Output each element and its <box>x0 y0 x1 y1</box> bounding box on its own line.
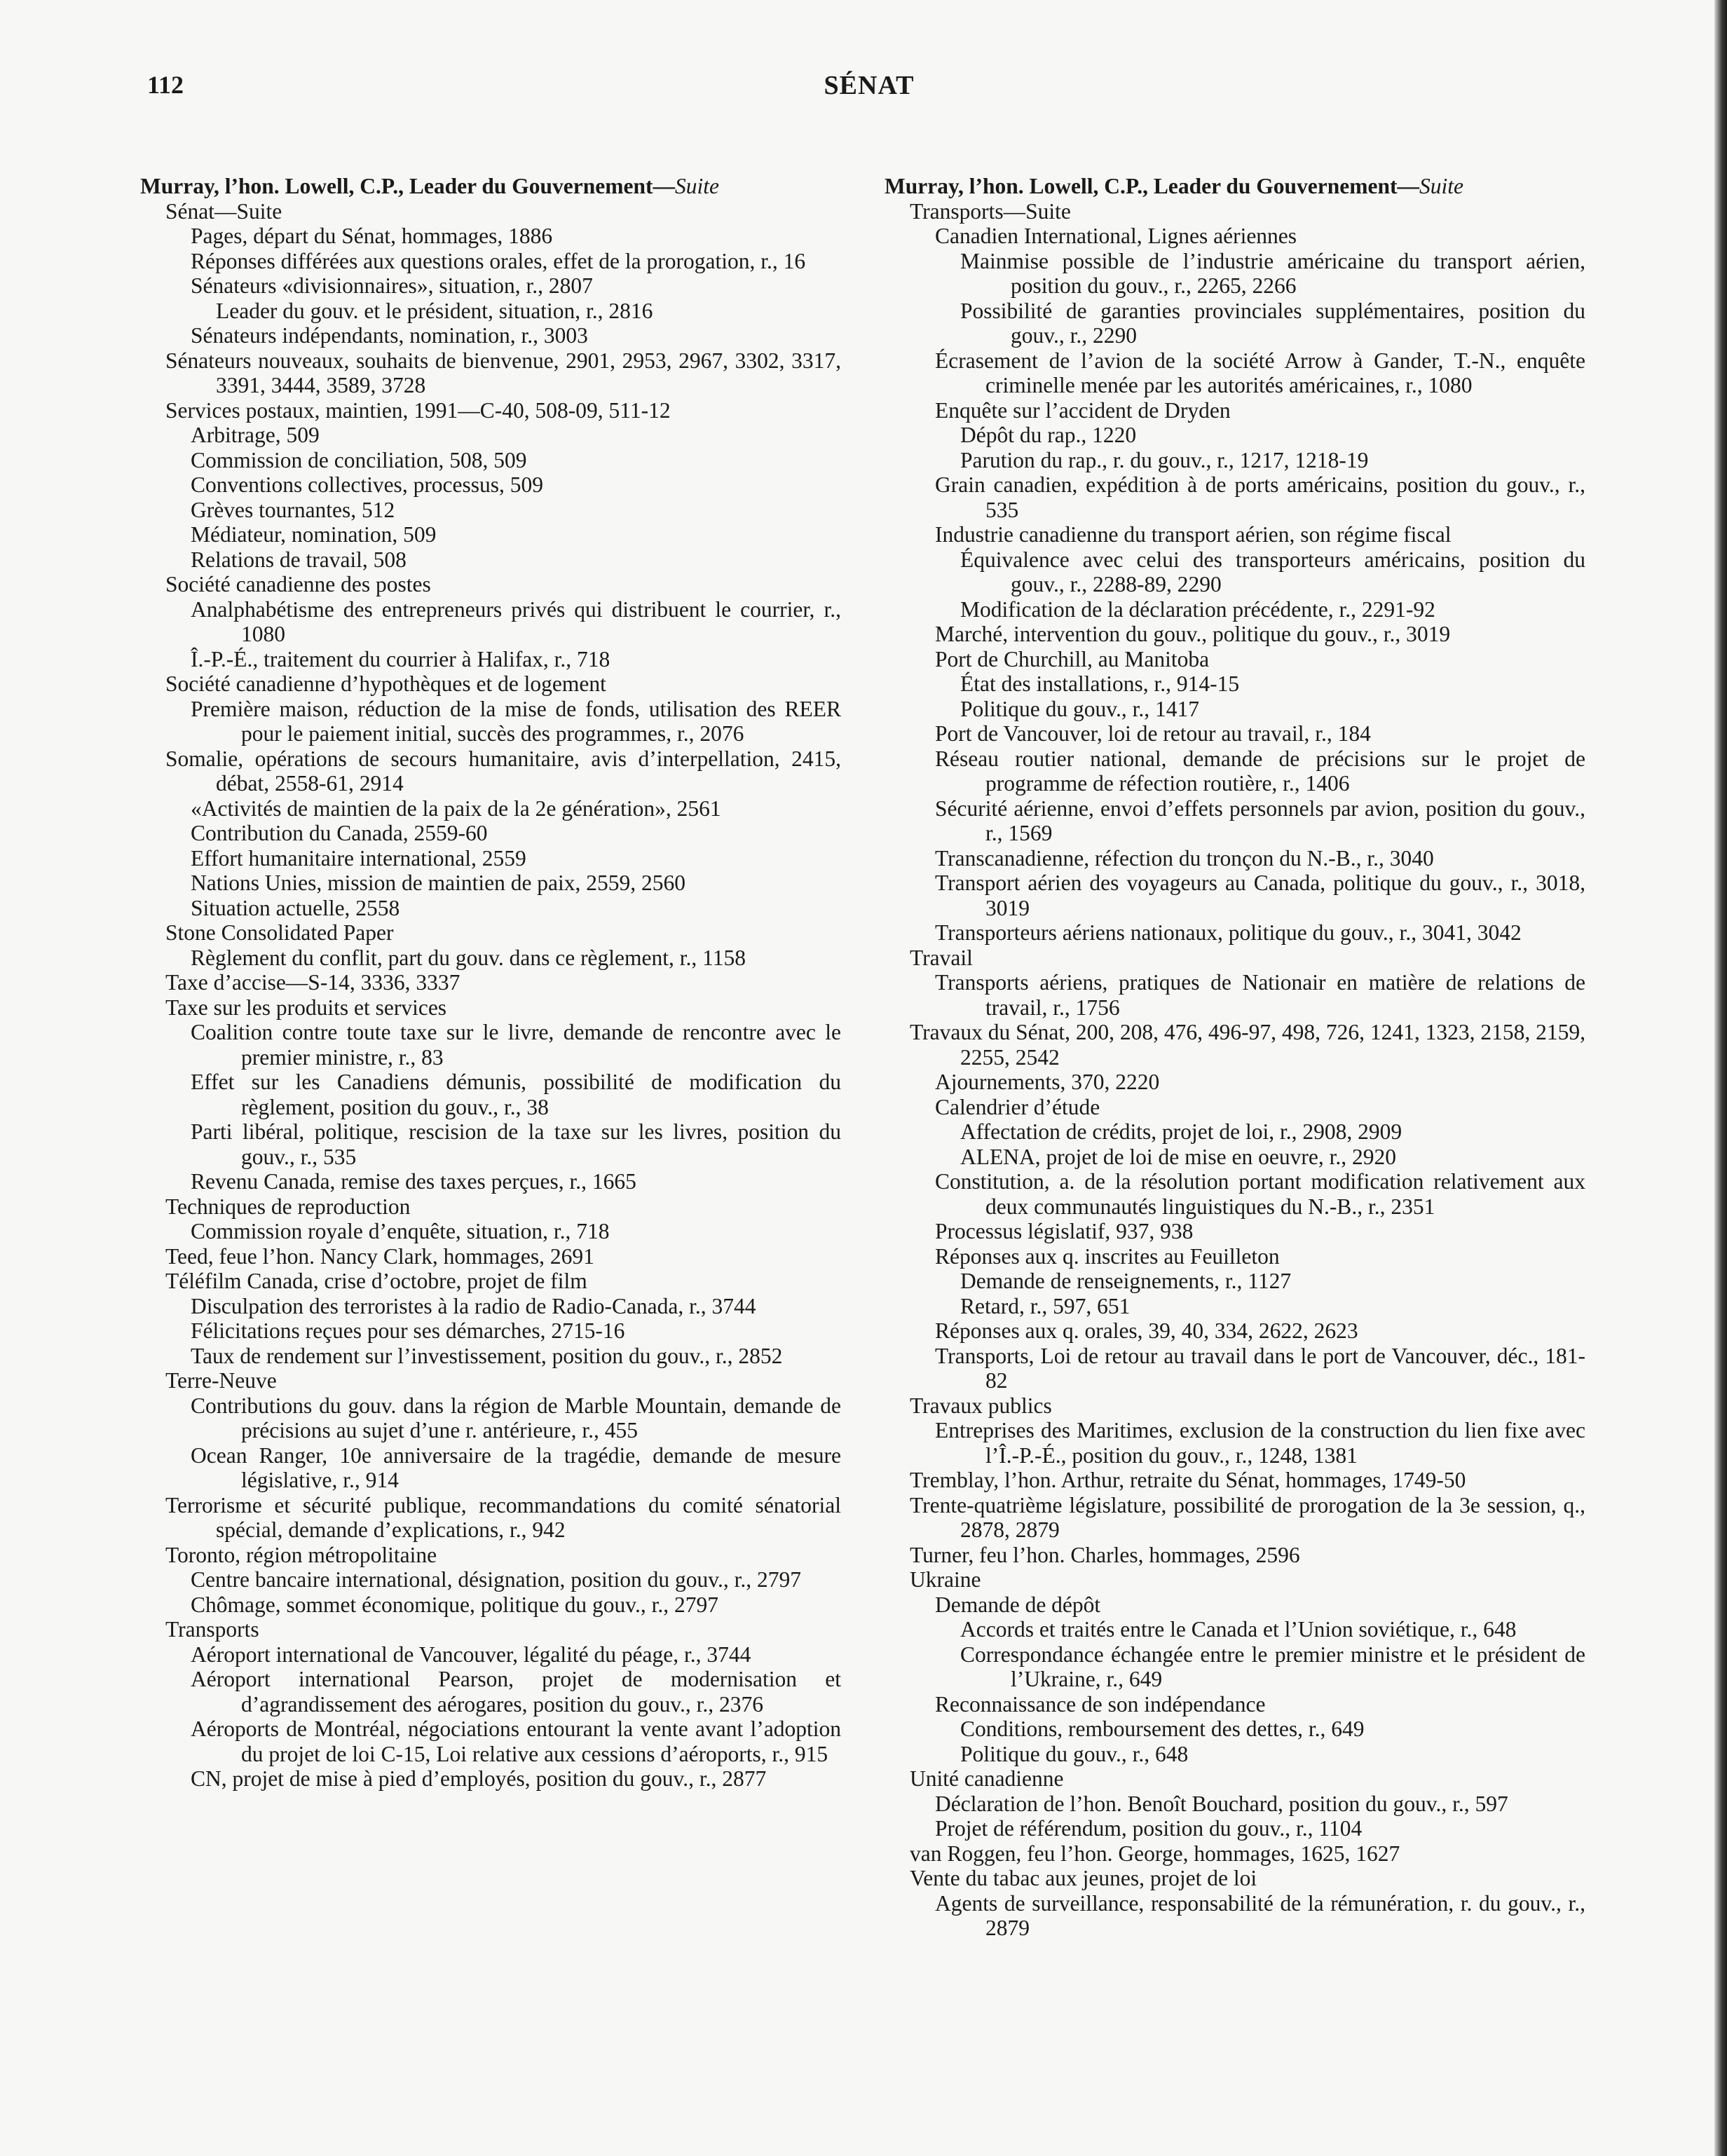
heading-name: Murray, l’hon. Lowell, C.P., Leader du Gouvernement— <box>885 174 1419 198</box>
index-entry: Ocean Ranger, 10e anniversaire de la tragédie, demande de mesure législative, r., 914 <box>191 1442 841 1492</box>
page-header <box>147 70 1591 112</box>
index-entry: Transports <box>165 1617 259 1642</box>
index-entry: Transporteurs aériens nationaux, politique du gouv., r., 3041, 3042 <box>935 920 1522 945</box>
index-entry: Canadien International, Lignes aériennes <box>935 224 1297 248</box>
index-entry: Agents de surveillance, responsabilité de la rémunération, r. du gouv., r., 2879 <box>935 1890 1585 1940</box>
index-entry: Commission de conciliation, 508, 509 <box>191 447 527 472</box>
index-entry: Leader du gouv. et le président, situation, r., 2816 <box>216 298 653 323</box>
index-entry: Turner, feu l’hon. Charles, hommages, 2596 <box>910 1542 1300 1567</box>
index-entry: Société canadienne des postes <box>165 572 431 596</box>
index-entry: Aéroport international de Vancouver, légalité du péage, r., 3744 <box>191 1642 751 1667</box>
index-entry: Aéroports de Montréal, négociations entourant la vente avant l’adoption du projet de loi C-15, Loi relative aux cessions d’aéroports, r., 915 <box>191 1717 841 1766</box>
index-entry: Affectation de crédits, projet de loi, r., 2908, 2909 <box>960 1119 1402 1144</box>
index-entry: Grain canadien, expédition à de ports américains, position du gouv., r., 535 <box>935 472 1585 522</box>
index-entry: Félicitations reçues pour ses démarches, 2715-16 <box>191 1318 625 1343</box>
index-entry: Dépôt du rap., 1220 <box>960 423 1137 447</box>
index-entry: Port de Vancouver, loi de retour au travail, r., 184 <box>935 721 1371 746</box>
index-entry: Aéroport international Pearson, projet de modernisation et d’agrandissement des aérogares, position du gouv., r., 2376 <box>191 1667 841 1717</box>
index-entry: Transcanadienne, réfection du tronçon du N.-B., r., 3040 <box>935 845 1434 871</box>
index-entry: Unité canadienne <box>910 1766 1064 1791</box>
index-entry: Travaux publics <box>910 1393 1052 1418</box>
index-entry: Coalition contre toute taxe sur le livre, demande de rencontre avec le premier ministre, r., 83 <box>191 1020 841 1070</box>
index-entry: Transports—Suite <box>910 198 1071 224</box>
index-entry: Contributions du gouv. dans la région de Marble Mountain, demande de précisions au sujet d’une r. antérieure, r., 455 <box>191 1393 841 1442</box>
index-entry: Analphabétisme des entrepreneurs privés qui distribuent le courrier, r., 1080 <box>191 596 841 646</box>
index-entry: CN, projet de mise à pied d’employés, position du gouv., r., 2877 <box>191 1766 767 1791</box>
index-entry: Parution du rap., r. du gouv., r., 1217, 1218-19 <box>960 447 1369 472</box>
index-entry: Retard, r., 597, 651 <box>960 1293 1131 1318</box>
index-entry: Enquête sur l’accident de Dryden <box>935 397 1231 423</box>
index-entry: Équivalence avec celui des transporteurs américains, position du gouv., r., 2288-89, 2290 <box>960 547 1585 596</box>
index-entry: Vente du tabac aux jeunes, projet de loi <box>910 1866 1257 1890</box>
index-entry: Ajournements, 370, 2220 <box>935 1070 1160 1094</box>
index-entry: Politique du gouv., r., 1417 <box>960 696 1199 721</box>
index-entry: Projet de référendum, position du gouv., r., 1104 <box>935 1816 1363 1841</box>
index-entry: Règlement du conflit, part du gouv. dans ce règlement, r., 1158 <box>191 945 746 970</box>
index-entry: Réponses différées aux questions orales, effet de la prorogation, r., 16 <box>191 248 806 273</box>
index-entry: Processus législatif, 937, 938 <box>935 1219 1194 1243</box>
index-entry: Accords et traités entre le Canada et l’Union soviétique, r., 648 <box>960 1617 1517 1642</box>
index-entry: Transports aériens, pratiques de Nationair en matière de relations de travail, r., 1756 <box>935 970 1585 1020</box>
page-title: SÉNAT <box>824 71 915 100</box>
index-entry: Stone Consolidated Paper <box>165 920 394 945</box>
index-entry: Sécurité aérienne, envoi d’effets personnels par avion, position du gouv., r., 1569 <box>935 796 1585 845</box>
index-entry: Port de Churchill, au Manitoba <box>935 646 1210 671</box>
page-number: 112 <box>147 71 184 99</box>
index-entry: Conditions, remboursement des dettes, r., 649 <box>960 1717 1365 1741</box>
index-entry: Sénat—Suite <box>165 198 282 224</box>
index-entry: Modification de la déclaration précédente, r., 2291-92 <box>960 596 1435 622</box>
left-index-column <box>140 174 841 1792</box>
index-entry: Services postaux, maintien, 1991—C-40, 508-09, 511-12 <box>165 397 671 423</box>
index-entry: Transports, Loi de retour au travail dans le port de Vancouver, déc., 181-82 <box>935 1343 1585 1393</box>
index-entry: Terrorisme et sécurité publique, recommandations du comité sénatorial spécial, demande d’explications, r., 942 <box>165 1492 841 1542</box>
index-entry: Pages, départ du Sénat, hommages, 1886 <box>191 224 553 248</box>
index-entry: Reconnaissance de son indépendance <box>935 1691 1266 1717</box>
column-heading <box>885 174 1585 199</box>
index-entry: Centre bancaire international, désignation, position du gouv., r., 2797 <box>191 1567 802 1592</box>
index-entry: Première maison, réduction de la mise de fonds, utilisation des REER pour le paiement initial, succès des programmes, r., 2076 <box>191 696 841 746</box>
index-entry: Écrasement de l’avion de la société Arrow à Gander, T.-N., enquête criminelle menée par les autorités américaines, r., 1080 <box>935 348 1585 397</box>
index-entry: Médiateur, nomination, 509 <box>191 522 437 547</box>
index-entry: Situation actuelle, 2558 <box>191 895 400 920</box>
heading-name: Murray, l’hon. Lowell, C.P., Leader du Gouvernement— <box>140 174 675 198</box>
index-entry: Trente-quatrième législature, possibilité de prorogation de la 3e session, q., 2878, 2879 <box>910 1492 1585 1542</box>
index-entry: Taux de rendement sur l’investissement, position du gouv., r., 2852 <box>191 1343 783 1368</box>
index-entry: Toronto, région métropolitaine <box>165 1542 437 1567</box>
index-entry: Contribution du Canada, 2559-60 <box>191 821 488 845</box>
index-entry: Conventions collectives, processus, 509 <box>191 472 544 497</box>
index-entry: Techniques de reproduction <box>165 1194 411 1219</box>
index-entry: Commission royale d’enquête, situation, r., 718 <box>191 1219 610 1243</box>
index-entry: Possibilité de garanties provinciales supplémentaires, position du gouv., r., 2290 <box>960 298 1585 348</box>
index-entry: van Roggen, feu l’hon. George, hommages, 1625, 1627 <box>910 1841 1400 1866</box>
index-entry: Entreprises des Maritimes, exclusion de la construction du lien fixe avec l’Î.-P.-É., position du gouv., r., 1248, 1381 <box>935 1418 1585 1468</box>
index-entry: Téléfilm Canada, crise d’octobre, projet de film <box>165 1269 587 1293</box>
index-entry: Réseau routier national, demande de précisions sur le projet de programme de réfection routière, r., 1406 <box>935 746 1585 796</box>
heading-suite: Suite <box>1419 174 1463 198</box>
index-entry: Relations de travail, 508 <box>191 547 407 572</box>
index-entry: Effet sur les Canadiens démunis, possibilité de modification du règlement, position du gouv., r., 38 <box>191 1070 841 1119</box>
index-entry: Déclaration de l’hon. Benoît Bouchard, position du gouv., r., 597 <box>935 1791 1508 1816</box>
index-entry: Somalie, opérations de secours humanitaire, avis d’interpellation, 2415, débat, 2558-61, 2914 <box>165 746 841 796</box>
index-entry: Constitution, a. de la résolution portant modification relativement aux deux communautés linguistiques du N.-B., r., 2351 <box>935 1169 1585 1219</box>
index-entry: Marché, intervention du gouv., politique du gouv., r., 3019 <box>935 622 1451 646</box>
index-entry: Politique du gouv., r., 648 <box>960 1741 1189 1766</box>
index-entry: Mainmise possible de l’industrie américaine du transport aérien, position du gouv., r., 2265, 2266 <box>960 248 1585 298</box>
index-entry: Effort humanitaire international, 2559 <box>191 845 526 871</box>
index-entry: Terre-Neuve <box>165 1368 277 1393</box>
index-entry: Industrie canadienne du transport aérien, son régime fiscal <box>935 522 1452 547</box>
index-entry: Calendrier d’étude <box>935 1094 1100 1119</box>
index-entry: Demande de dépôt <box>935 1592 1101 1617</box>
index-entry: Sénateurs indépendants, nomination, r., 3003 <box>191 323 588 348</box>
index-entry: Transport aérien des voyageurs au Canada, politique du gouv., r., 3018, 3019 <box>935 871 1585 920</box>
right-index-column <box>885 174 1585 1941</box>
index-entry: Î.-P.-É., traitement du courrier à Halifax, r., 718 <box>191 646 610 671</box>
index-entry: Chômage, sommet économique, politique du gouv., r., 2797 <box>191 1592 718 1617</box>
index-entry: Revenu Canada, remise des taxes perçues, r., 1665 <box>191 1169 636 1194</box>
heading-suite: Suite <box>675 174 719 198</box>
index-entry: Nations Unies, mission de maintien de paix, 2559, 2560 <box>191 871 686 895</box>
index-entry: Taxe sur les produits et services <box>165 995 447 1020</box>
index-entry: Teed, feue l’hon. Nancy Clark, hommages, 2691 <box>165 1243 594 1269</box>
index-entry: ALENA, projet de loi de mise en oeuvre, r., 2920 <box>960 1144 1396 1169</box>
index-entry: Parti libéral, politique, rescision de la taxe sur les livres, position du gouv., r., 535 <box>191 1119 841 1169</box>
index-entry: État des installations, r., 914-15 <box>960 671 1240 696</box>
index-entry: Réponses aux q. orales, 39, 40, 334, 2622, 2623 <box>935 1318 1358 1343</box>
index-entry: Taxe d’accise—S-14, 3336, 3337 <box>165 970 460 995</box>
column-heading <box>140 174 841 199</box>
page-edge <box>1714 0 1727 2156</box>
index-entry: Réponses aux q. inscrites au Feuilleton <box>935 1243 1280 1269</box>
index-entry: Travaux du Sénat, 200, 208, 476, 496-97, 498, 726, 1241, 1323, 2158, 2159, 2255, 2542 <box>910 1020 1585 1070</box>
index-entry: Sénateurs «divisionnaires», situation, r., 2807 <box>191 273 593 298</box>
index-entry: Grèves tournantes, 512 <box>191 497 395 522</box>
index-entry: Correspondance échangée entre le premier ministre et le président de l’Ukraine, r., 649 <box>960 1642 1585 1691</box>
index-entry: Tremblay, l’hon. Arthur, retraite du Sénat, hommages, 1749-50 <box>910 1468 1466 1492</box>
index-entry: Travail <box>910 945 973 970</box>
index-entry: «Activités de maintien de la paix de la 2e génération», 2561 <box>191 796 721 821</box>
index-entry: Ukraine <box>910 1567 981 1592</box>
index-entry: Société canadienne d’hypothèques et de logement <box>165 671 606 696</box>
index-entry: Demande de renseignements, r., 1127 <box>960 1269 1292 1293</box>
index-entry: Disculpation des terroristes à la radio de Radio-Canada, r., 3744 <box>191 1293 756 1318</box>
index-entry: Arbitrage, 509 <box>191 423 320 447</box>
index-entry: Sénateurs nouveaux, souhaits de bienvenue, 2901, 2953, 2967, 3302, 3317, 3391, 3444, 3589, 3728 <box>165 348 841 397</box>
